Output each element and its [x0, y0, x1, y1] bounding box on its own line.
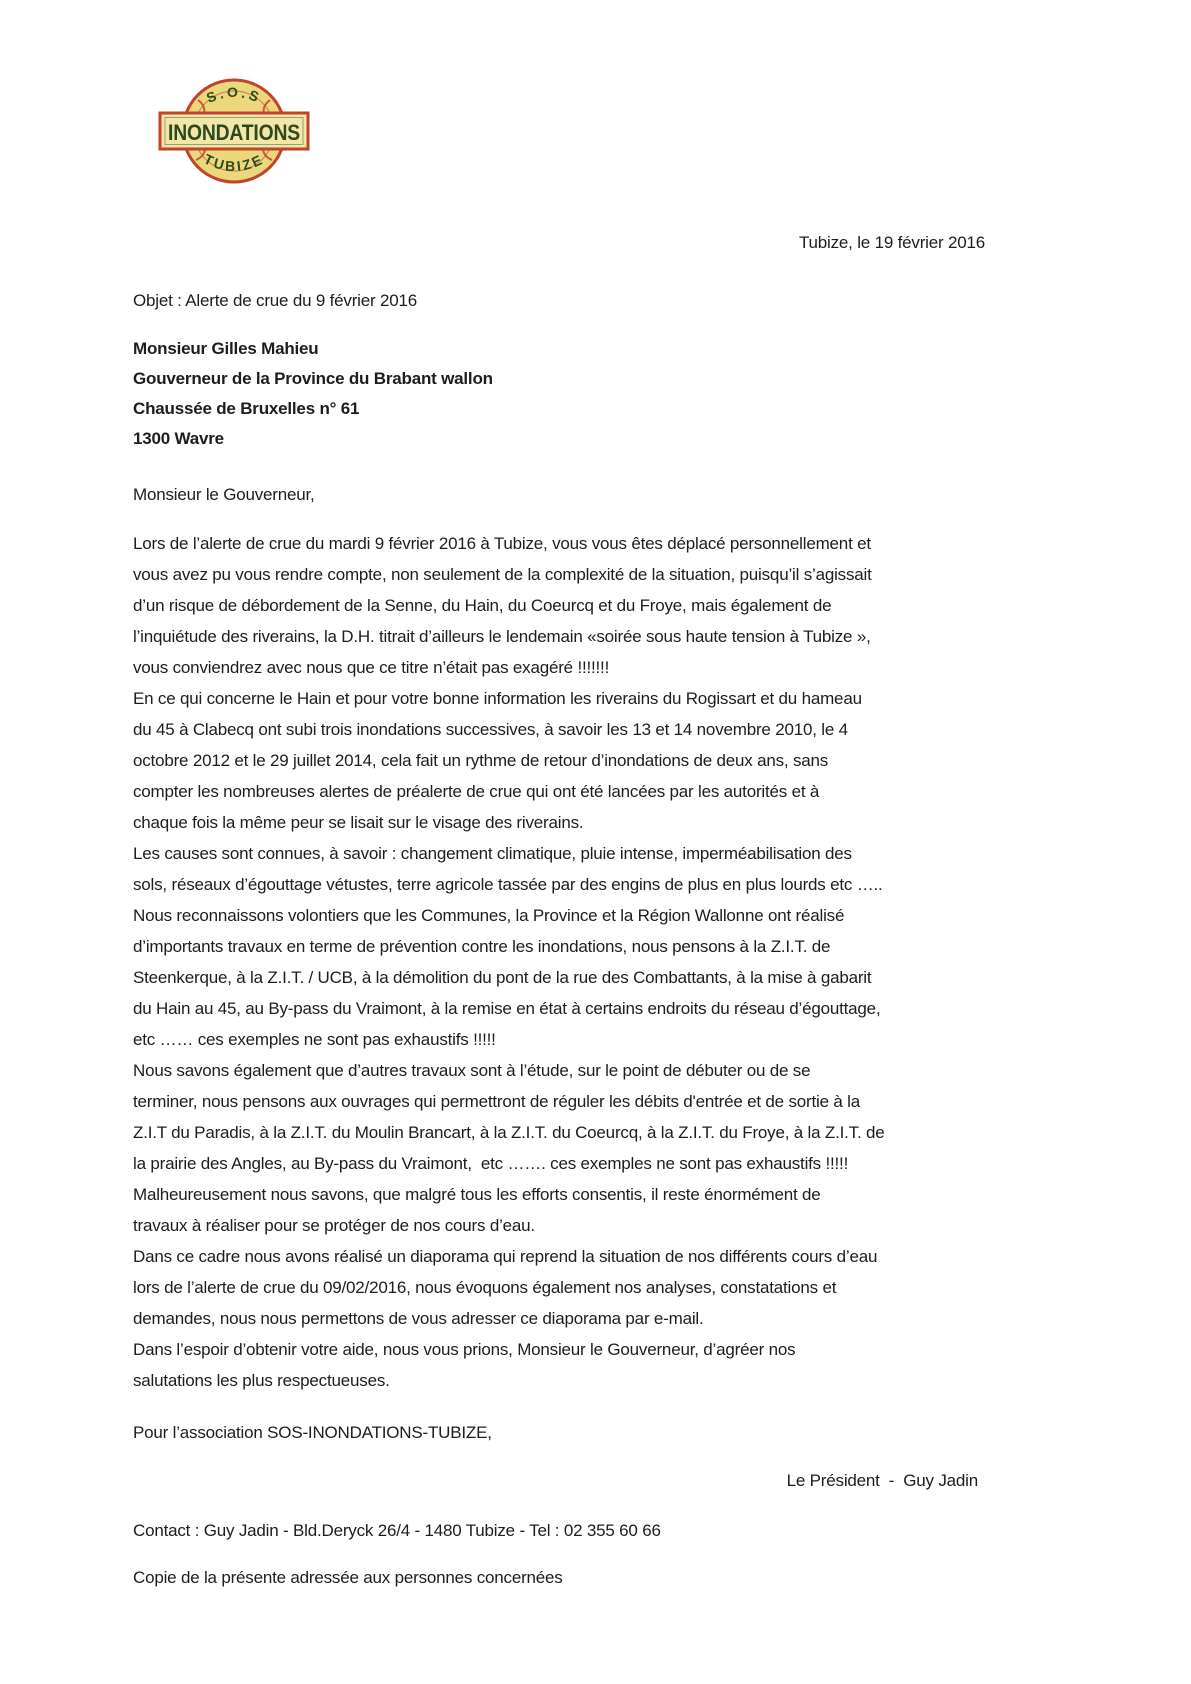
body-line: Lors de l’alerte de crue du mardi 9 février 2016 à Tubize, vous vous êtes déplacé personnellement et — [133, 534, 871, 553]
recipient-street: Chaussée de Bruxelles n° 61 — [133, 399, 360, 418]
body-line: lors de l’alerte de crue du 09/02/2016, nous évoquons également nos analyses, constatations et — [133, 1278, 837, 1297]
copy-line: Copie de la présente adressée aux personnes concernées — [133, 1568, 563, 1587]
date-line: Tubize, le 19 février 2016 — [798, 233, 985, 252]
body-line: d’importants travaux en terme de prévention contre les inondations, nous pensons à la Z.I.T. de — [133, 937, 831, 956]
subject-line: Objet : Alerte de crue du 9 février 2016 — [133, 291, 418, 310]
signature-line: Le Président - Guy Jadin — [786, 1471, 978, 1490]
body-line: Z.I.T du Paradis, à la Z.I.T. du Moulin Brancart, à la Z.I.T. du Coeurcq, à la Z.I.T. du Froye, à la Z.I.T. de — [133, 1123, 885, 1142]
body-line: du 45 à Clabecq ont subi trois inondations successives, à savoir les 13 et 14 novembre 2010, le 4 — [133, 720, 848, 739]
body-line: terminer, nous pensons aux ouvrages qui permettront de réguler les débits d'entrée et de sortie à la — [133, 1092, 860, 1111]
body-line: vous avez pu vous rendre compte, non seulement de la complexité de la situation, puisqu’il s’agissait — [133, 565, 872, 584]
body-line: sols, réseaux d’égouttage vétustes, terre agricole tassée par des engins de plus en plus lourds etc ….. — [133, 875, 883, 894]
body-line: Dans l’espoir d’obtenir votre aide, nous vous prions, Monsieur le Gouverneur, d’agréer nos — [133, 1340, 796, 1359]
recipient-title: Gouverneur de la Province du Brabant wallon — [133, 369, 493, 388]
logo-banner-text: INONDATIONS — [168, 120, 300, 145]
salutation: Monsieur le Gouverneur, — [133, 485, 315, 504]
body-line: vous conviendrez avec nous que ce titre n’était pas exagéré !!!!!!! — [133, 658, 610, 677]
body-line: Malheureusement nous savons, que malgré tous les efforts consentis, il reste énormément de — [133, 1185, 821, 1204]
sos-inondations-tubize-logo — [158, 70, 310, 194]
recipient-block — [133, 334, 493, 454]
body-line: d’un risque de débordement de la Senne, du Hain, du Coeurcq et du Froye, mais également de — [133, 596, 832, 615]
body-line: Nous reconnaissons volontiers que les Communes, la Province et la Région Wallonne ont réalisé — [133, 906, 845, 925]
body-line: chaque fois la même peur se lisait sur le visage des riverains. — [133, 813, 584, 832]
body-line: l’inquiétude des riverains, la D.H. titrait d’ailleurs le lendemain «soirée sous haute tension à Tubize », — [133, 627, 871, 646]
logo-bottom-text: TUBIZE — [201, 150, 267, 175]
association-line: Pour l’association SOS-INONDATIONS-TUBIZE, — [133, 1423, 492, 1442]
body-line: octobre 2012 et le 29 juillet 2014, cela fait un rythme de retour d’inondations de deux ans, sans — [133, 751, 829, 770]
body-line: En ce qui concerne le Hain et pour votre bonne information les riverains du Rogissart et du hameau — [133, 689, 862, 708]
body-line: Steenkerque, à la Z.I.T. / UCB, à la démolition du pont de la rue des Combattants, à la mise à gabarit — [133, 968, 872, 987]
body-line: salutations les plus respectueuses. — [133, 1371, 390, 1390]
body-line: demandes, nous nous permettons de vous adresser ce diaporama par e-mail. — [133, 1309, 704, 1328]
body-line: Les causes sont connues, à savoir : changement climatique, pluie intense, imperméabilisation des — [133, 844, 852, 863]
logo-top-text: S.O.S — [204, 84, 264, 106]
body-line: du Hain au 45, au By-pass du Vraimont, à la remise en état à certains endroits du réseau d’égouttage, — [133, 999, 881, 1018]
recipient-name: Monsieur Gilles Mahieu — [133, 339, 319, 358]
body-line: la prairie des Angles, au By-pass du Vraimont, etc ……. ces exemples ne sont pas exhaustifs !!!!! — [133, 1154, 849, 1173]
contact-line: Contact : Guy Jadin - Bld.Deryck 26/4 - 1480 Tubize - Tel : 02 355 60 66 — [133, 1521, 661, 1540]
body-line: Nous savons également que d’autres travaux sont à l’étude, sur le point de débuter ou de se — [133, 1061, 811, 1080]
recipient-city: 1300 Wavre — [133, 429, 224, 448]
body-line: Dans ce cadre nous avons réalisé un diaporama qui reprend la situation de nos différents cours d’eau — [133, 1247, 878, 1266]
lifebuoy-logo-icon — [158, 70, 310, 194]
body-line: travaux à réaliser pour se protéger de nos cours d’eau. — [133, 1216, 535, 1235]
body-line: etc …… ces exemples ne sont pas exhaustifs !!!!! — [133, 1030, 496, 1049]
body-line: compter les nombreuses alertes de préalerte de crue qui ont été lancées par les autorités et à — [133, 782, 820, 801]
letter-body — [133, 528, 885, 1396]
